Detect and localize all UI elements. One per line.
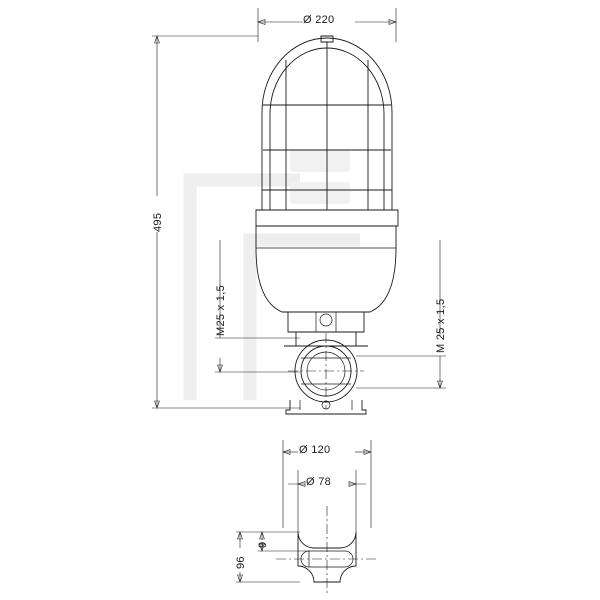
label-base-diameter: Ø 120 — [299, 444, 331, 456]
label-thread-left: M25 x 1,5 — [215, 284, 227, 336]
dim-total-height — [152, 36, 300, 408]
leader-thread-right — [356, 240, 446, 388]
label-base-width: 96 — [235, 556, 247, 569]
label-total-height: 495 — [152, 212, 164, 232]
label-thread-right: M 25 x 1,5 — [435, 298, 447, 353]
label-top-diameter: Ø 220 — [303, 14, 335, 26]
label-slot-width: 9 — [257, 541, 269, 548]
leader-thread-left — [215, 240, 300, 372]
label-bolt-circle: Ø 78 — [306, 476, 332, 488]
